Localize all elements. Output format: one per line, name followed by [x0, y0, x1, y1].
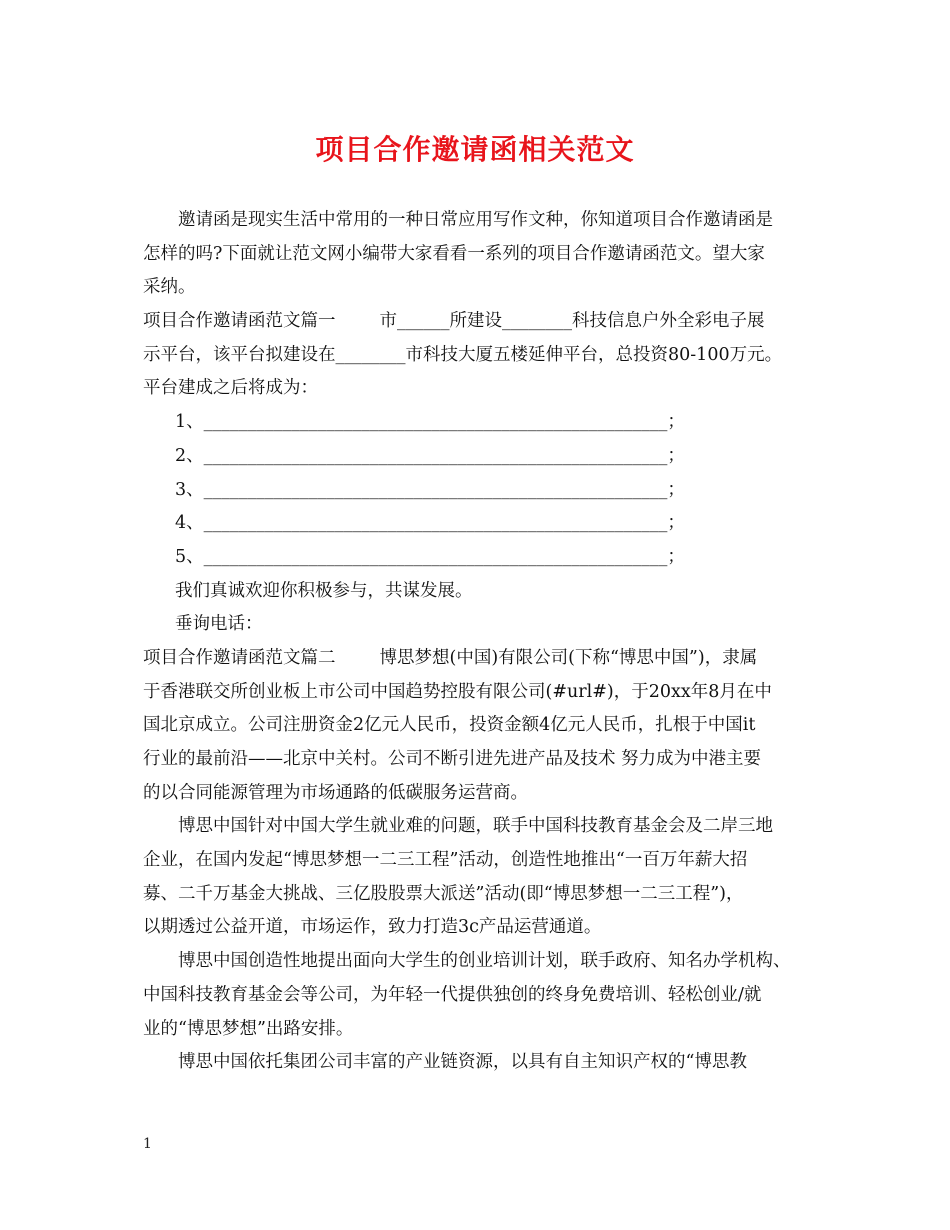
paragraph-line: 采纳。: [143, 277, 196, 298]
paragraph-line: 邀请函是现实生活中常用的一种日常应用写作文种，你知道项目合作邀请函是: [178, 210, 773, 230]
paragraph-line: 国北京成立。公司注册资金2亿元人民币，投资金额4亿元人民币，扎根于中国it: [143, 715, 756, 736]
list-item: 5、_____________________________________________________；: [175, 546, 685, 567]
paragraph-line: 企业，在国内发起“博思梦想一二三工程”活动，创造性地推出“一百万年薪大招: [143, 850, 748, 871]
article-heading: 项目合作邀请函范文篇一: [143, 311, 336, 332]
paragraph-line: 的以合同能源管理为市场通路的低碳服务运营商。: [143, 782, 528, 803]
page-number: 1: [143, 1136, 152, 1152]
article-heading-line: [143, 305, 833, 339]
paragraph-line: 博思中国创造性地提出面向大学生的创业培训计划，联手政府、知名办学机构、: [178, 951, 791, 972]
paragraph-line: 博思中国依托集团公司丰富的产业链资源，以具有自主知识产权的“博思教: [178, 1052, 747, 1073]
paragraph-line: 业的“博思梦想”出路安排。: [143, 1018, 354, 1039]
document-body: [143, 204, 833, 1080]
paragraph-line: 行业的最前沿——北京中关村。公司不断引进先进产品及技术 努力成为中港主要: [143, 749, 762, 769]
paragraph-line: 募、二千万基金大挑战、三亿股股票大派送”活动(即“博思梦想一二三工程”)，: [143, 883, 744, 904]
list-item: 4、_____________________________________________________；: [175, 513, 685, 534]
document-title: 项目合作邀请函相关范文: [315, 133, 635, 166]
paragraph-line: 示平台，该平台拟建设在________市科技大厦五楼延伸平台，总投资80-100万元。: [143, 344, 783, 365]
paragraph-line: 以期透过公益开道，市场运作，致力打造3c产品运营通道。: [143, 917, 602, 938]
article-heading: 项目合作邀请函范文篇二: [143, 647, 336, 668]
paragraph-line: 于香港联交所创业板上市公司中国趋势控股有限公司(#url#)，于20xx年8月在中: [143, 681, 772, 702]
list-item: 2、_____________________________________________________；: [175, 445, 685, 466]
paragraph-line: 怎样的吗?下面就让范文网小编带大家看看一系列的项目合作邀请函范文。望大家: [143, 243, 765, 264]
article-heading-line: [143, 642, 833, 676]
paragraph-text: 博思梦想(中国)有限公司(下称“博思中国”)，隶属: [379, 647, 758, 668]
paragraph-line: 博思中国针对中国大学生就业难的问题，联手中国科技教育基金会及二岸三地: [178, 816, 773, 837]
paragraph-line: 我们真诚欢迎你积极参与，共谋发展。: [175, 580, 473, 601]
paragraph-line: 垂询电话：: [175, 614, 263, 635]
paragraph-line: 中国科技教育基金会等公司，为年轻一代提供独创的终身免费培训、轻松创业/就: [143, 984, 762, 1005]
paragraph-line: 平台建成之后将成为：: [143, 378, 318, 399]
list-item: 3、_____________________________________________________；: [175, 479, 685, 500]
list-item: 1、_____________________________________________________；: [175, 412, 685, 433]
paragraph-text: 市______所建设________科技信息户外全彩电子展: [379, 311, 765, 332]
